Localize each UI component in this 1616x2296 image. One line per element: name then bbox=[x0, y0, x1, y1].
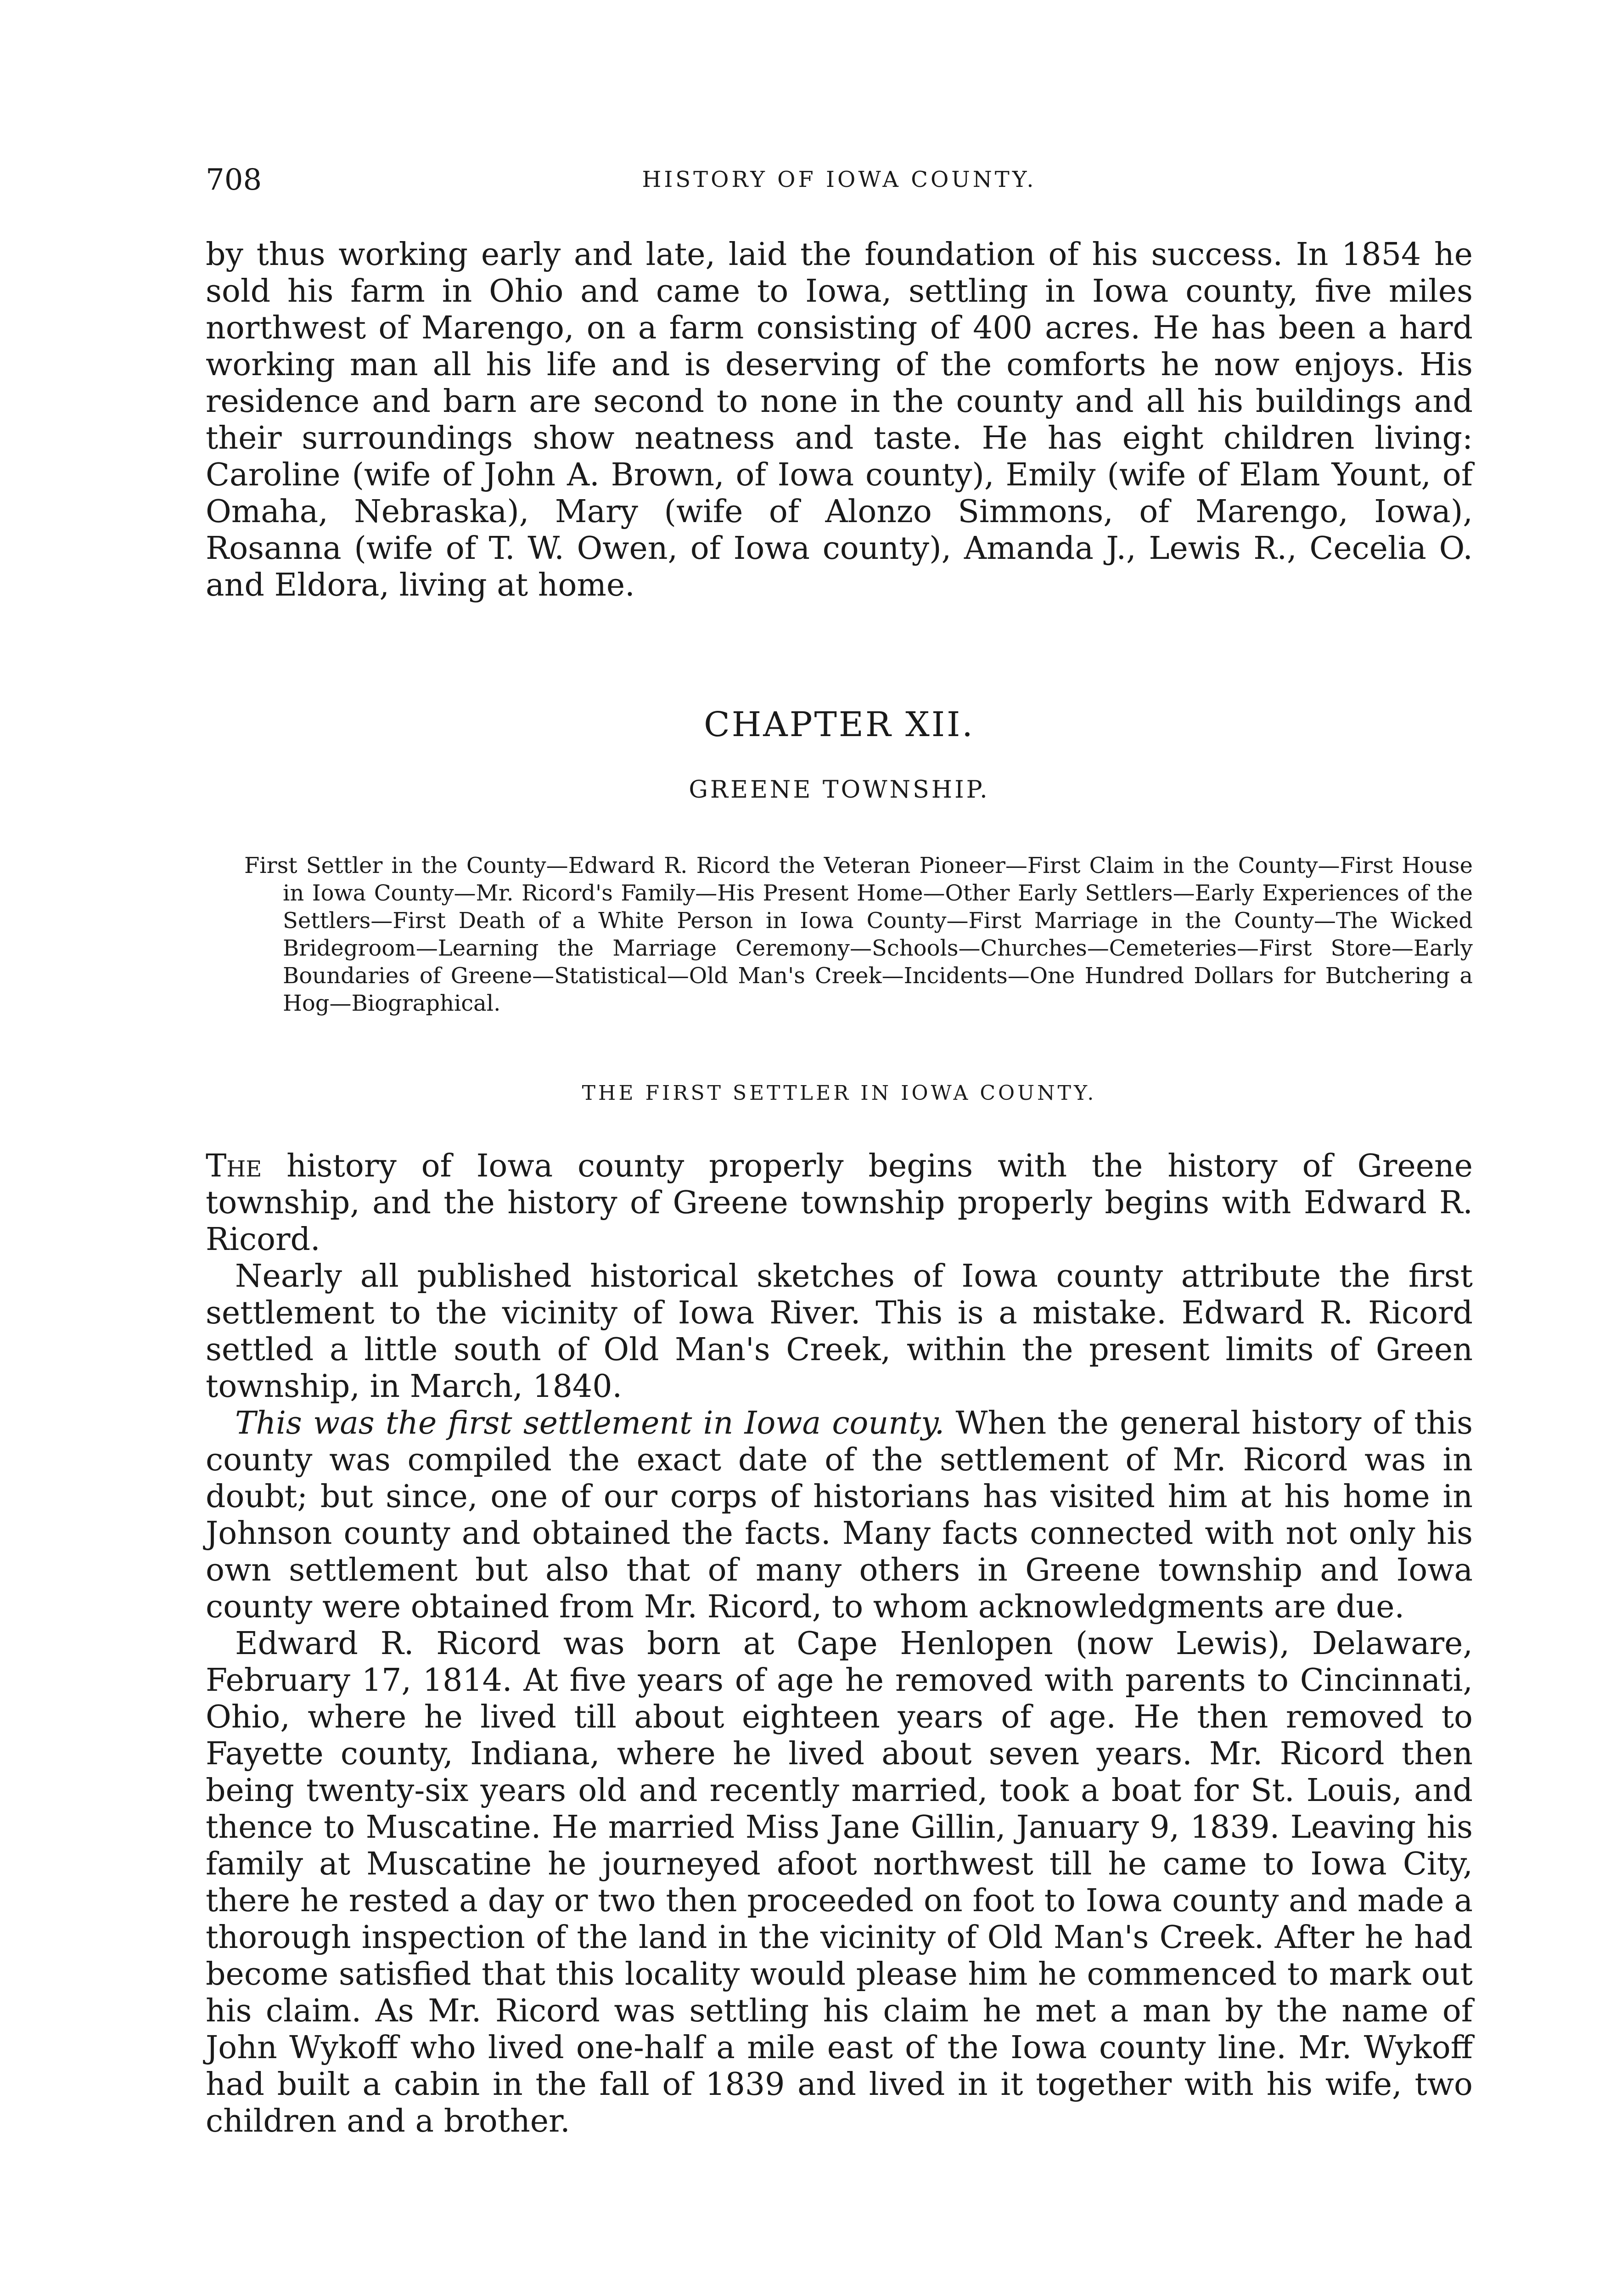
running-title: HISTORY OF IOWA COUNTY. bbox=[642, 167, 1037, 192]
italic-emphasis: This was the first settlement in Iowa county. bbox=[235, 1405, 945, 1441]
page-header bbox=[206, 163, 1473, 200]
body-paragraph-2: Nearly all published historical sketches of Iowa county attribute the first settlement to the vicinity of Iowa River. This is a mistake. Edward R. Ricord settled a little south of Old Man's Creek, within the present limits of Green township, in March, 1840. bbox=[206, 1258, 1473, 1405]
chapter-subtitle: GREENE TOWNSHIP. bbox=[689, 776, 990, 804]
body-paragraph-4: Edward R. Ricord was born at Cape Henlopen (now Lewis), Delaware, February 17, 1814. At five years of age he removed with parents to Cincinnati, Ohio, where he lived till about eighteen years of age. He then removed to Fayette county, Indiana, where he lived about seven years. Mr. Ricord then being twenty-six years old and recently married, took a boat for St. Louis, and thence to Muscatine. He married Miss Jane Gillin, January 9, 1839. Leaving his family at Muscatine he journeyed afoot northwest till he came to Iowa City, there he rested a day or two then proceeded on foot to Iowa county and made a thorough inspection of the land in the vicinity of Old Man's Creek. After he had become satisfied that this locality would please him he commenced to mark out his claim. As Mr. Ricord was settling his claim he met a man by the name of John Wykoff who lived one-half a mile east of the Iowa county line. Mr. Wykoff had built a cabin in the fall of 1839 and lived in it together with his wife, two children and a brother. bbox=[206, 1626, 1473, 2139]
section-heading: THE FIRST SETTLER IN IOWA COUNTY. bbox=[582, 1081, 1097, 1105]
body-text bbox=[206, 1148, 1473, 2140]
body-paragraph-3 bbox=[206, 1405, 1473, 1626]
body-paragraph-1 bbox=[206, 1148, 1473, 1258]
drop-lead: The bbox=[206, 1148, 262, 1184]
paragraph-3-text: When the general history of this county was compiled the exact date of the settlement of Mr. Ricord was in doubt; but since, one of our corps of historians has visited him at his home in Johnson county and obtained the facts. Many facts connected with not only his own settlement but also that of many others in Greene township and Iowa county were obtained from Mr. Ricord, to whom acknowledgments are due. bbox=[206, 1405, 1473, 1625]
chapter-synopsis: First Settler in the County—Edward R. Ricord the Veteran Pioneer—First Claim in the County—First House in Iowa County—Mr. Ricord's Family—His Present Home—Other Early Settlers—Early Experiences of the Settlers—First Death of a White Person in Iowa County—First Marriage in the County—The Wicked Bridegroom—Learning the Marriage Ceremony—Schools—Churches—Cemeteries—First Store—Early Boundaries of Greene—Statistical—Old Man's Creek—Incidents—One Hundred Dollars for Butchering a Hog—Biographical. bbox=[244, 853, 1473, 1016]
intro-paragraph: by thus working early and late, laid the foundation of his success. In 1854 he sold his farm in Ohio and came to Iowa, settling in Iowa county, five miles northwest of Marengo, on a farm consisting of 400 acres. He has been a hard working man all his life and is deserving of the comforts he now enjoys. His residence and barn are second to none in the county and all his buildings and their surroundings show neatness and taste. He has eight children living: Caroline (wife of John A. Brown, of Iowa county), Emily (wife of Elam Yount, of Omaha, Nebraska), Mary (wife of Alonzo Simmons, of Marengo, Iowa), Rosanna (wife of T. W. Owen, of Iowa county), Amanda J., Lewis R., Cecelia O. and Eldora, living at home. bbox=[206, 236, 1473, 603]
page-number: 708 bbox=[206, 163, 262, 197]
chapter-title: CHAPTER XII. bbox=[704, 705, 975, 744]
paragraph-1-text: history of Iowa county properly begins with the history of Greene township, and the history of Greene township properly begins with Edward R. Ricord. bbox=[206, 1148, 1473, 1258]
